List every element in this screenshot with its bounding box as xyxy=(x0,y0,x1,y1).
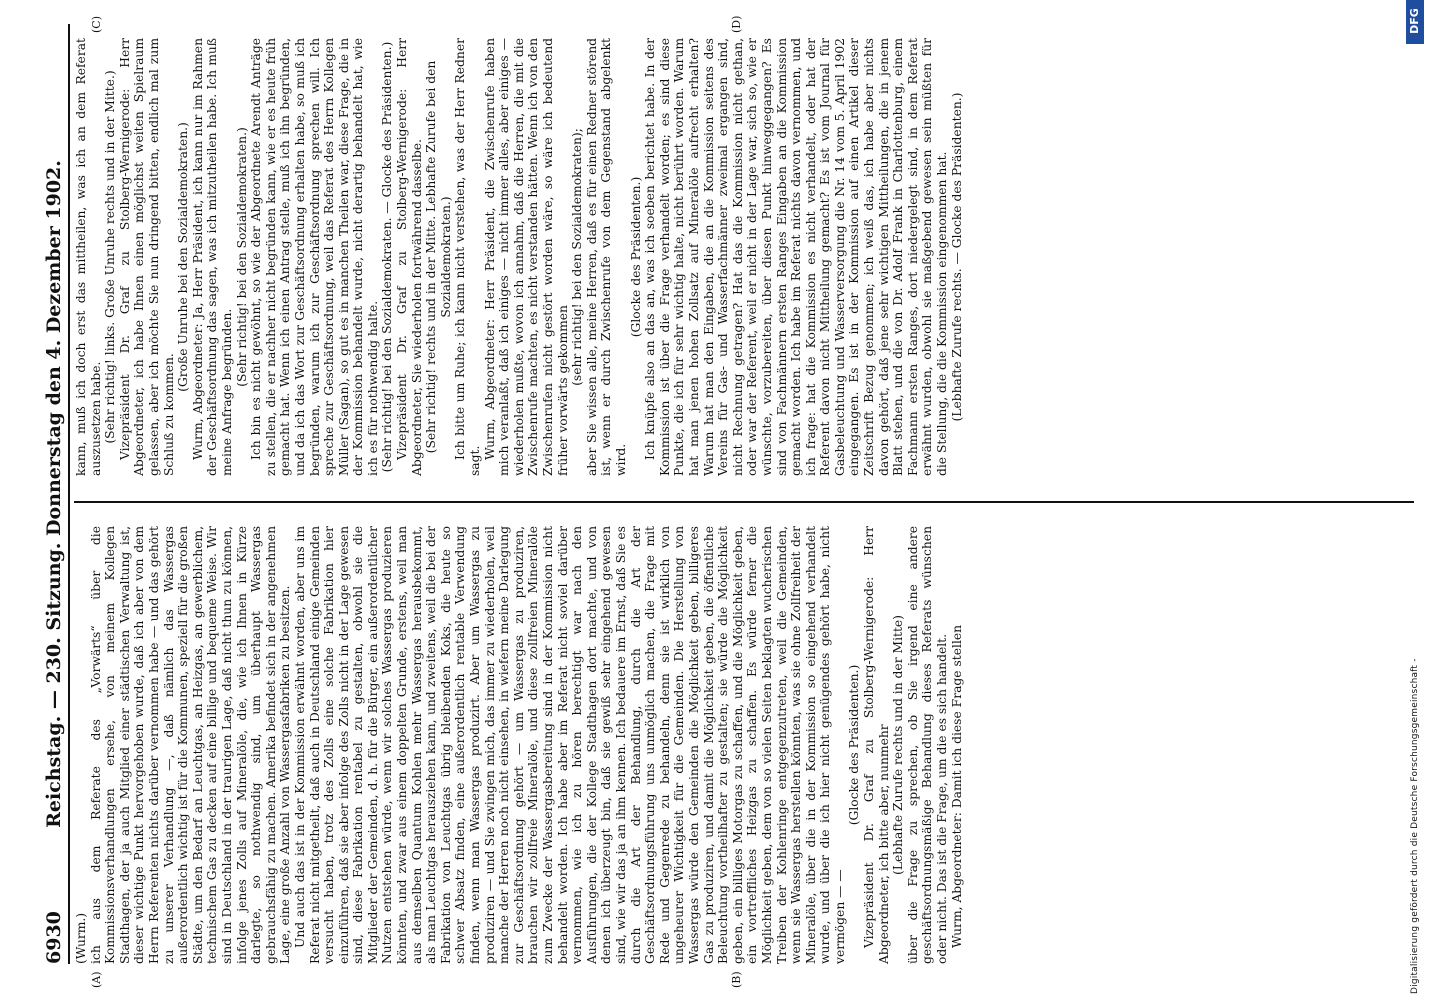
paragraph: Vizepräsident Dr. Graf zu Stolberg-Wernigerode: Herr Abgeordneter, ich bitte aber, nunmehr xyxy=(862,526,891,964)
margin-marker-c: (C) xyxy=(90,16,103,33)
left-column xyxy=(74,526,964,964)
paragraph: Ich bitte um Ruhe; ich kann nicht verstehen, was der Herr Redner sagt. xyxy=(453,38,483,476)
digitization-credit: Digitalisierung gefördert durch die Deutsche Forschungsgemeinschaft - xyxy=(1410,658,1420,994)
paragraph: Wurm, Abgeordneter: Ja, Herr Präsident, ich kann nur im Rahmen der Geschäftsordnung das sagen, was ich mitzutheilen habe. Ich muß meine Anfrage begründen. xyxy=(190,38,234,476)
right-column xyxy=(74,38,964,476)
stage-direction: (Sehr richtig! rechts und in der Mitte. Lebhafte Zurufe bei den Sozialdemokraten.) xyxy=(424,60,453,454)
stage-direction: (Lebhafte Zurufe rechts und in der Mitte) xyxy=(891,615,906,875)
margin-marker-d: (D) xyxy=(730,15,743,33)
paragraph: Vizepräsident Dr. Graf zu Stolberg-Wernigerode: Herr Abgeordneter, ich habe Ihnen einen möglichst weiten Spielraum gelassen, aber ich möchte Sie nun dringend bitten, endlich mal zum Schluß zu kommen. xyxy=(117,38,176,476)
paragraph: ich aus dem Referate des „Vorwärts“ über die Kommissionsverhandlungen ersehe, von meinem Kollegen Stadthagen, der ja auch Mitglied einer städtischen Verwaltung ist, dieser wichtige Punkt hervorgehoben wurde, daß ich aber von dem Herrn Referenten nichts darüber vernommen habe — und das gehört zu unserer Verhandlung —, daß nämlich das Wassergas außerordentlich wichtig ist für die Kommunen, speziell für die großen Städte, um den Bedarf an Leuchtgas, an Heizgas, an gewerblichem, technischem Gas zu decken auf eine billige und bequeme Weise. Wir sind in Deutschland in der traurigen Lage, daß nicht thun zu können, infolge jenes Zolls auf Mineralöle, die, wie ich Ihnen in Kürze darlegte, so nothwendig sind, um überhaupt Wassergas gebrauchsfähig zu machen. Amerika befindet sich in der angenehmen Lage, eine große Anzahl von Wassergasfabriken zu besitzen. xyxy=(88,526,293,964)
paragraph: Wurm, Abgeordneter: Herr Präsident, die Zwischenrufe haben mich veranlaßt, daß ich einiges — nicht immer alles, aber einiges — wiederholen mußte, wovon ich annahm, daß die Herren, die mit die Zwischenrufe machten, es nicht verstanden hätten. Wenn ich von den Zwischenrufen nicht gestört worden wäre, so wäre ich bedeutend früher vorwärts gekommen xyxy=(482,38,570,476)
stage-direction: (Glocke des Präsidenten.) xyxy=(847,664,862,826)
digitization-sidebar xyxy=(1404,0,1430,994)
paragraph: Und auch das ist in der Kommission erwähnt worden, aber uns im Referat nicht mitgetheilt, daß auch in Deutschland einige Gemeinden versucht haben, trotz des Zolls eine solche Fabrikation hier einzuführen, daß sie aber infolge des Zolls nicht in der Lage gewesen sind, diese Fabrikation rentabel zu gestalten, obwohl sie die Mitglieder der Gemeinden, d. h. für die Bürger, ein außerordentlicher Nutzen entstehen würde, wenn wir solches Wassergas produzieren könnten, und zwar aus einem doppelten Grunde, erstens, weil man aus demselben Quantum Kohlen mehr Wassergas herausbekommt, als man Leuchtgas herausziehen kann, und zweitens, weil die bei der Fabrikation von Leuchtgas übrig bleibenden Koks, die heute so schwer Absatz finden, eine außerordentlich rentable Verwendung finden, wenn man Wassergas produzirt. Aber um Wassergas zu produziren — und Sie zwingen mich, das immer zu wiederholen, weil manche der Herren noch nicht einsehen, in wiefern meine Darlegung zur Geschäftsordnung gehört — um Wassergas zu produziren, brauchen wir zollfreie Mineralöle, und diese zollfreien Mineralöle zum Zwecke der Wassergasbereitung sind in der Kommission nicht behandelt worden. Ich habe aber im Referat nicht soviel darüber vernommen, wie ich zu hören berechtigt war nach den Ausführungen, die der Kollege Stadthagen dort machte, und von denen ich überzeugt bin, daß sie gewiß sehr eingehend gewesen sind, wie wir das ja an ihm kennen. Ich bedauere im Ernst, daß Sie es durch die Art der Behandlung, durch die Art der Geschäftsordnungsführung uns unmöglich machen, die Frage mit Rede und Gegenrede zu behandeln, denn sie ist wirklich von ungeheurer Wichtigkeit für die Gemeinden. Die Herstellung von Wassergas würde den Gemeinden die Möglichkeit geben, billigeres Gas zu produziren, und damit die Möglichkeit geben, die öffentliche Beleuchtung vortheilhafter zu gestalten; sie würde die Möglichkeit geben, ein billiges Motorgas zu schaffen, und die Möglichkeit geben, ein vortreffliches Heizgas zu schaffen. Es würde ferner die Möglichkeit geben, dem von so vielen Seiten beklagten wucherischen Treiben der Kohlenringe entgegenzutreten, weil die Gemeinden, wenn sie Wassergas herstellen könnten, was sie ohne Zollfreiheit der Mineralöle, über die in der Kommission so eingehend verhandelt wurde, und über die ich hier nicht genügendes gehört habe, nicht vermögen — — xyxy=(292,526,847,964)
paragraph: Vizepräsident Dr. Graf zu Stolberg-Wernigerode: Herr Abgeordneter, Sie wiederholen fortwährend dasselbe. xyxy=(395,38,424,476)
stage-direction: (Sehr richtig! bei den Sozialdemokraten. — Glocke des Präsidenten.) xyxy=(380,41,395,473)
speaker-tag: (Wurm.) xyxy=(74,912,88,964)
column-divider xyxy=(74,501,1414,503)
page-number: 6930 xyxy=(43,911,65,964)
stage-direction: (Glocke des Präsidenten.) xyxy=(628,176,643,338)
page-header xyxy=(40,24,70,964)
stage-direction: (Sehr richtig! links. Große Unruhe rechts und in der Mitte.) xyxy=(103,70,118,444)
paragraph: Ich bin es nicht gewöhnt, so wie der Abgeordnete Arendt Anträge zu stellen, die er nachher nicht begründen kann, wie er es heute früh gemacht hat. Wenn ich einen Antrag stelle, muß ich ihn begründen, und da ich das Wort zur Geschäftsordnung erhalten habe, so muß ich begründen, warum ich zur Geschäftsordnung sprechen will. Ich spreche zur Geschäftsordnung, weil das Referat des Herrn Kollegen Müller (Sagan), so gut es in manchen Theilen war, diese Frage, die in der Kommission behandelt wurde, nicht derartig behandelt hat, wie ich es für nothwendig halte. xyxy=(249,38,380,476)
paragraph: über die Frage zu sprechen, ob Sie irgend eine andere geschäftsordnungsmäßige Behandlung dieses Referats wünschen oder nicht. Das ist die Frage, um die es sich handelt. xyxy=(905,526,950,964)
page-title: Reichstag. — 230. Sitzung. Donnerstag den 4. Dezember 1902. xyxy=(43,160,65,828)
margin-marker-b: (B) xyxy=(730,971,743,988)
stage-direction: (Lebhafte Zurufe rechts. — Glocke des Präsidenten.) xyxy=(949,92,964,422)
paragraph: aber Sie wissen alle, meine Herren, daß es für einen Redner störend ist, wenn er durch Zwischenrufe von dem Gegenstand abgelenkt wird. xyxy=(584,38,628,476)
dfg-logo: DFG xyxy=(1406,0,1424,44)
margin-marker-a: (A) xyxy=(90,971,103,988)
paragraph: kann, muß ich doch erst das mittheilen, was ich an dem Referat auszusetzen habe. xyxy=(74,38,103,476)
stage-direction: (Große Unruhe bei den Sozialdemokraten.) xyxy=(176,122,191,392)
stage-direction: (sehr richtig! bei den Sozialdemokraten); xyxy=(570,128,585,386)
paragraph: Ich knüpfe also an das an, was ich soeben berichtet habe. In der Kommission ist über die Frage verhandelt worden; es sind diese Punkte, die ich für sehr wichtig halte, nicht berührt worden. Warum hat man jenen hohen Zollsatz auf Mineralöle aufrecht erhalten? Warum hat man den Eingaben, die an die Kommission seitens des Vereins für Gas- und Wasserfachmänner zweimal ergangen sind, nicht Rechnung getragen? Hat das die Kommission nicht gethan, oder war der Referent, weil er nicht in der Lage war, sich so, wie er wünschte, vorzubereiten, über diesen Punkt hinweggegangen? Es sind von Fachmännern ersten Ranges Eingaben an die Kommission gemacht worden. Ich habe im Referat nichts davon vernommen, und ich frage: hat die Kommission es nicht verhandelt, oder hat der Referent davon nicht Mittheilung gemacht? Es ist vom Journal für Gasbeleuchtung und Wasserversorgung die Nr. 14 vom 5. April 1902 eingegangen. Es ist in der Kommission auf einen Artikel dieser Zeitschrift Bezug genommen; ich weiß das, ich habe aber nichts davon gehört, daß jene sehr wichtigen Mittheilungen, die in jenem Blatt stehen, und die von Dr. Adolf Frank in Charlottenburg, einem Fachmann ersten Ranges, dort niedergelegt sind, in dem Referat erwähnt wurden, obwohl sie maßgebend gewesen sein müßten für die Stellung, die die Kommission eingenommen hat. xyxy=(643,38,950,476)
stage-direction: (Sehr richtig! bei den Sozialdemokraten.) xyxy=(234,127,249,387)
paragraph: Wurm, Abgeordneter: Damit ich diese Frage stellen xyxy=(949,624,964,948)
